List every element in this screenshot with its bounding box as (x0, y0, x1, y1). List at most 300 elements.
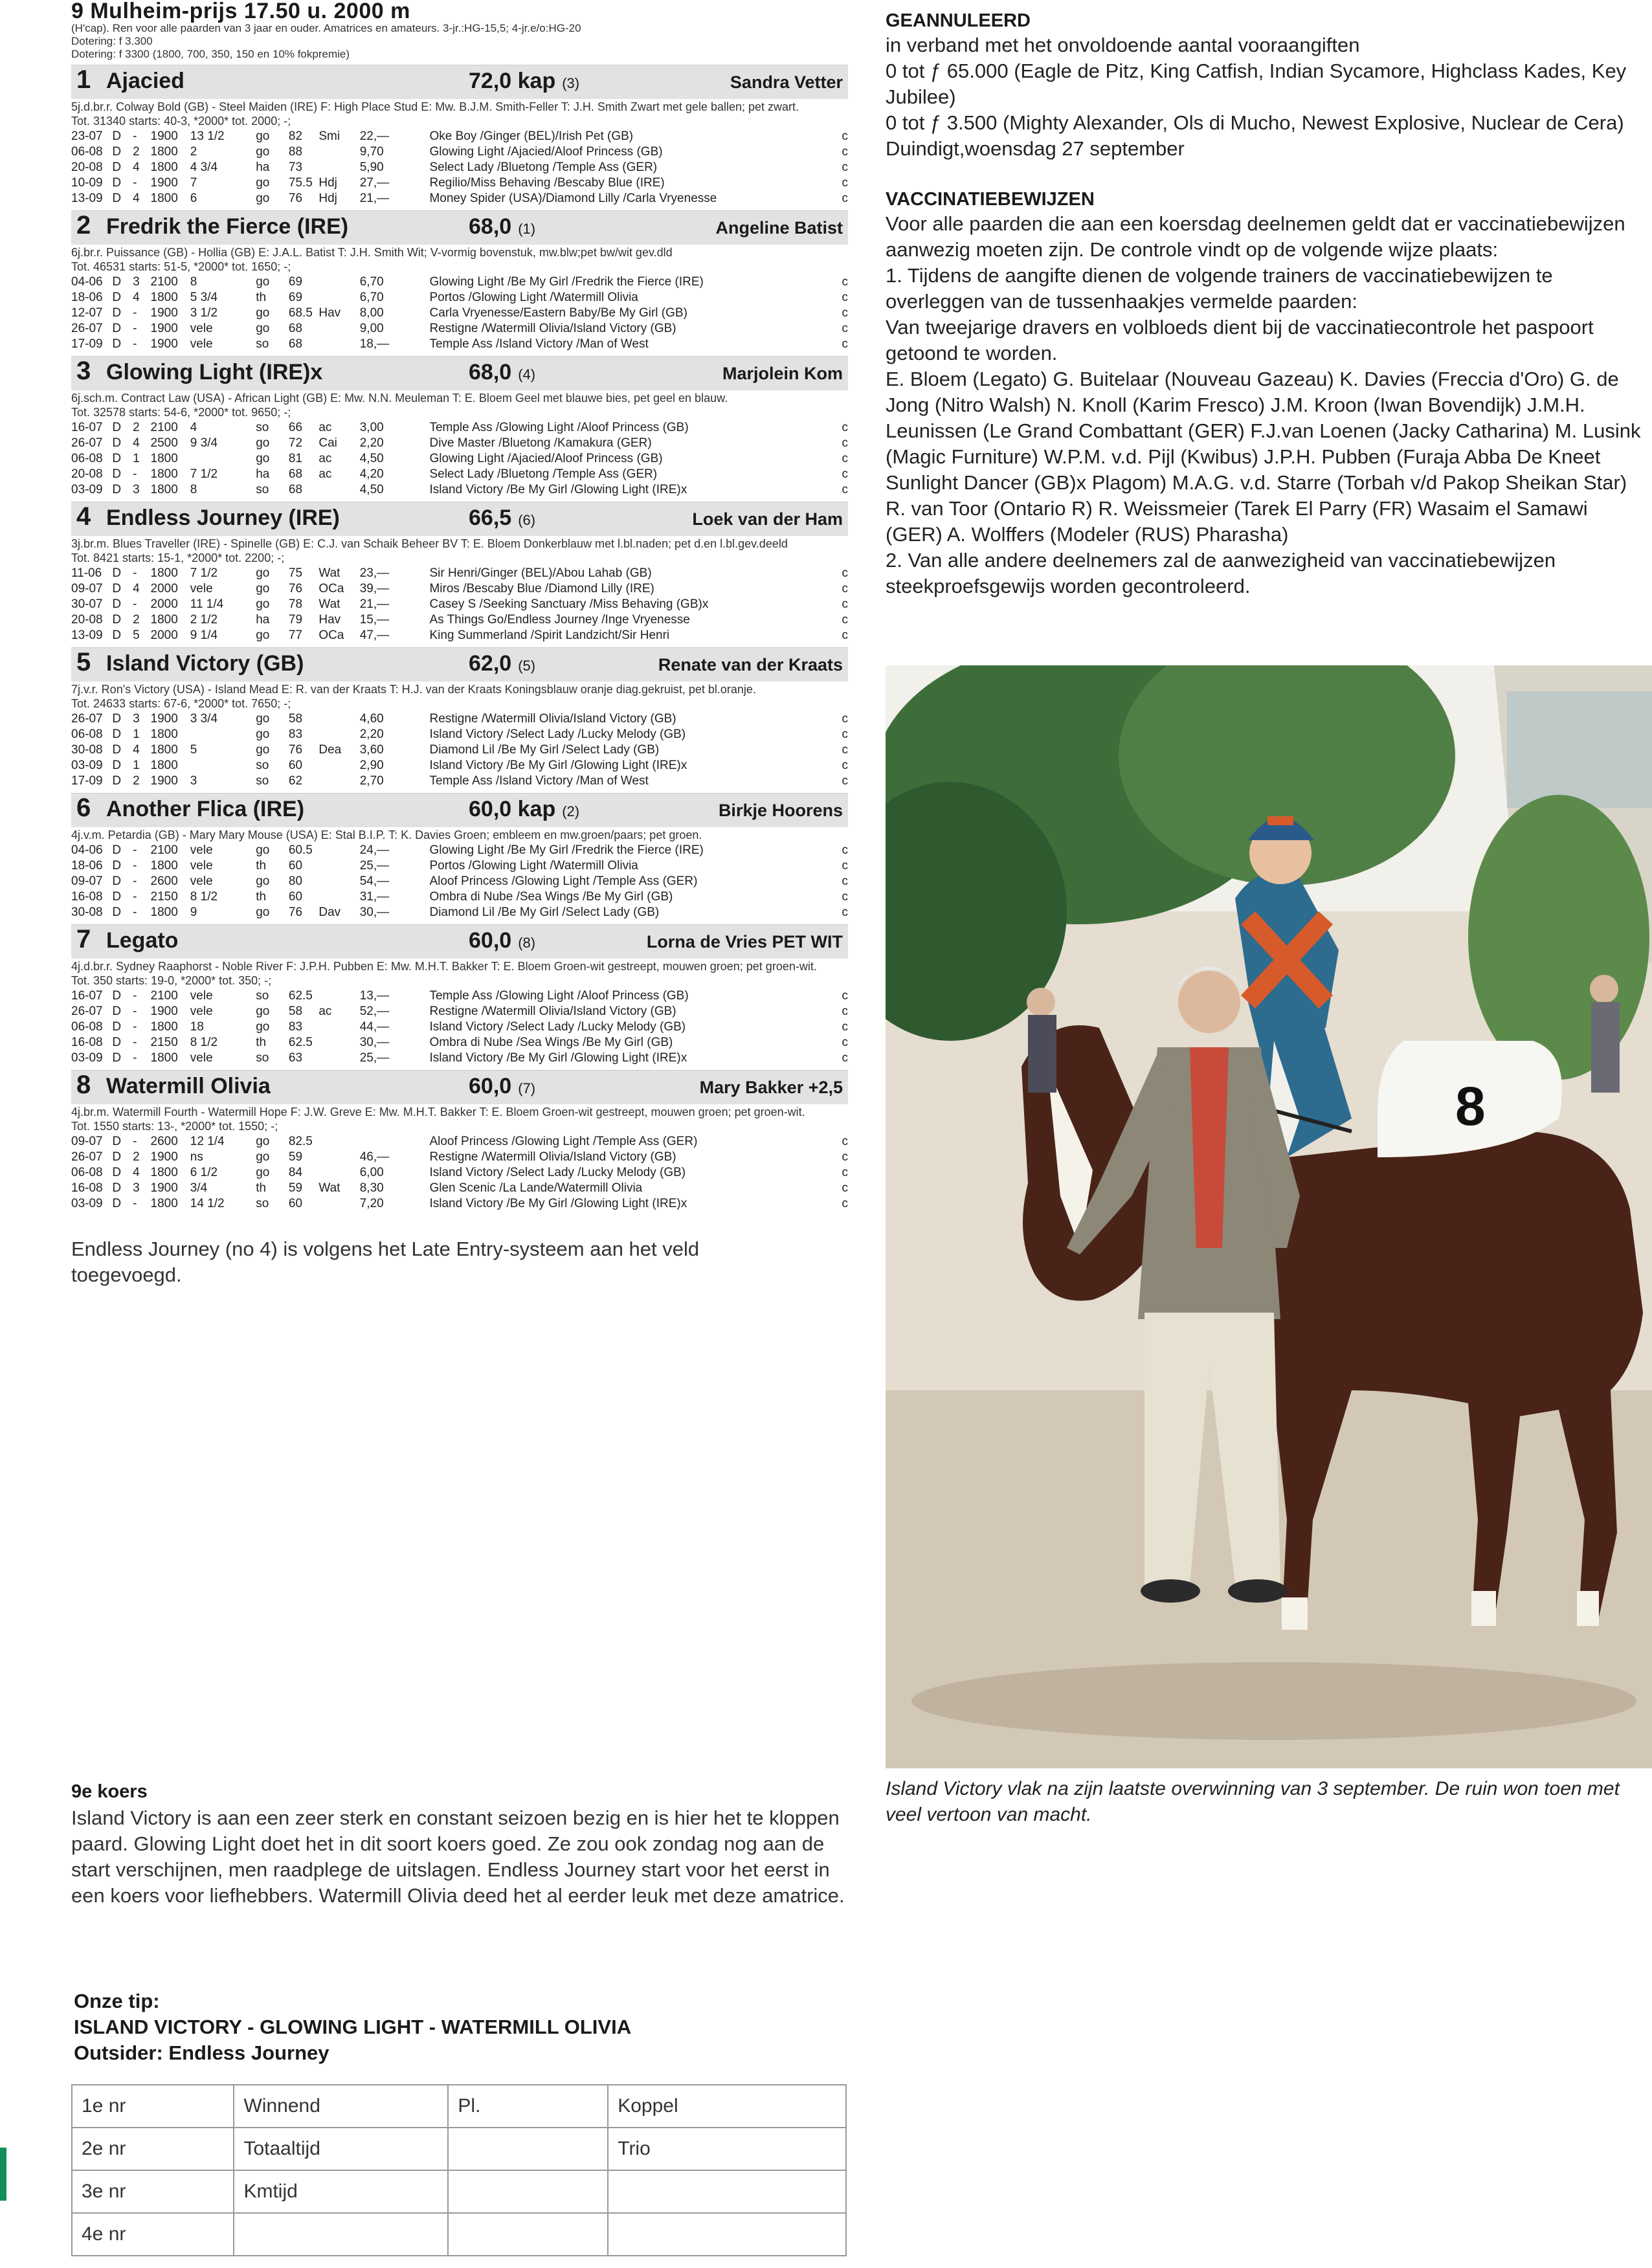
form-table (71, 566, 848, 643)
form-cell: 16-08 (71, 1181, 103, 1195)
draw: (1) (518, 221, 536, 237)
form-cell: 9 (190, 906, 197, 919)
form-cell: 47,— (359, 628, 390, 642)
form-cell: go (256, 1166, 270, 1179)
form-cell: 60 (288, 759, 303, 772)
form-cell: c (842, 759, 848, 772)
form-cell: 3 (133, 483, 140, 496)
form-cell: 13,— (359, 989, 390, 1003)
entry-8 (71, 1070, 848, 1212)
form-cell (318, 1196, 359, 1212)
draw: (6) (518, 512, 536, 528)
form-cell: Dive Master /Bluetong /Kamakura (GER) (429, 436, 652, 450)
rider-name: Mary Bakker +2,5 (699, 1078, 843, 1097)
form-cell: 06-08 (71, 1020, 103, 1034)
form-cell: c (842, 843, 848, 857)
grid-cell (234, 2213, 448, 2256)
form-cell: 2 (190, 145, 197, 159)
form-cell: c (842, 1197, 848, 1210)
form-cell: 63 (288, 1051, 303, 1065)
horse-name: Legato (106, 928, 179, 953)
form-cell: 80 (288, 874, 303, 888)
form-cell: 1800 (150, 743, 178, 757)
form-cell: 60.5 (288, 843, 313, 857)
form-cell: 06-08 (71, 452, 103, 465)
form-cell: c (842, 129, 848, 143)
form-cell: 83 (288, 1020, 303, 1034)
form-cell: Dav (318, 906, 341, 919)
form-cell: 21,— (359, 192, 390, 205)
form-cell: 69 (288, 275, 303, 289)
horse-stats: Tot. 31340 starts: 40-3, *2000* tot. 2000; -; (71, 115, 291, 128)
form-cell: 03-09 (71, 483, 103, 496)
entry-2 (71, 210, 848, 352)
form-cell: 06-08 (71, 145, 103, 159)
form-cell: 1800 (150, 291, 178, 304)
vaccinatie-p5: 2. Van alle andere deelnemers zal de aanwezigheid van vaccinatiebewijzen steekproefsgewijs worden gecontroleerd. (886, 549, 1556, 597)
form-cell: vele (190, 337, 213, 351)
form-cell: vele (190, 1005, 213, 1018)
form-cell: OCa (318, 582, 344, 595)
form-cell: 4 (133, 743, 140, 757)
form-cell: OCa (318, 628, 344, 642)
form-cell: 7 (190, 176, 197, 190)
form-cell: Ombra di Nube /Sea Wings /Be My Girl (GB) (429, 890, 673, 904)
draw: (3) (562, 75, 580, 91)
weight-draw (469, 928, 637, 953)
form-cell: vele (190, 874, 213, 888)
form-cell: c (842, 436, 848, 450)
form-cell: 6,00 (359, 1166, 384, 1179)
form-cell: 16-07 (71, 421, 103, 434)
tip-block (74, 1988, 851, 2066)
race-dotering-1: Dotering: f 3.300 (71, 35, 153, 47)
form-cell: c (842, 1150, 848, 1164)
race-title: 9 Mulheim-prijs 17.50 u. 2000 m (71, 0, 410, 23)
form-cell: th (256, 890, 267, 904)
late-entry-note: Endless Journey (no 4) is volgens het Late Entry-systeem aan het veld toegevoegd. (71, 1238, 700, 1286)
weight-draw (469, 1074, 637, 1099)
vaccinatie-p1: Voor alle paarden die aan een koersdag deelnemen geldt dat er vaccinatiebewijzen aanwezig moeten zijn. De controle vindt op de volgende wijze plaats: (886, 212, 1625, 261)
form-cell: D (112, 1020, 122, 1034)
form-cell (318, 1134, 359, 1150)
form-cell: 2,90 (359, 759, 384, 772)
form-cell: c (842, 275, 848, 289)
info-column (886, 9, 1649, 599)
entry-3 (71, 356, 848, 498)
form-cell: 09-07 (71, 874, 103, 888)
form-cell: c (842, 859, 848, 873)
form-row (71, 773, 848, 789)
form-cell: - (133, 890, 137, 904)
form-row (71, 874, 848, 889)
horse-info: 4j.br.m. Watermill Fourth - Watermill Hope F: J.W. Greve E: Mw. M.H.T. Bakker T: E. Bloem Groen-wit gestreept, mouwen groen; pet groen-wit. (71, 1106, 805, 1118)
form-row (71, 191, 848, 206)
form-row (71, 160, 848, 175)
form-cell: 2500 (150, 436, 178, 450)
form-cell: - (133, 1005, 137, 1018)
form-cell: 59 (288, 1181, 303, 1195)
form-row (71, 451, 848, 467)
form-cell: 4 (133, 161, 140, 174)
form-cell: 68 (288, 337, 303, 351)
form-cell: 7 1/2 (190, 467, 218, 481)
form-cell: D (112, 436, 122, 450)
form-cell: go (256, 728, 270, 741)
form-cell: - (133, 1135, 137, 1148)
form-cell: D (112, 192, 122, 205)
form-cell: Glowing Light /Ajacied/Aloof Princess (GB) (429, 452, 663, 465)
form-row (71, 858, 848, 874)
form-cell: c (842, 1020, 848, 1034)
form-cell: 81 (288, 452, 303, 465)
form-table (71, 843, 848, 920)
form-cell: 1900 (150, 1005, 178, 1018)
form-cell: D (112, 906, 122, 919)
horse-name: Watermill Olivia (106, 1074, 271, 1098)
form-row (71, 1150, 848, 1165)
form-cell: 4,50 (359, 483, 384, 496)
form-cell: D (112, 1005, 122, 1018)
horse-name: Glowing Light (IRE)x (106, 360, 323, 384)
form-row (71, 1196, 848, 1212)
form-cell: 09-07 (71, 1135, 103, 1148)
form-cell: 1900 (150, 774, 178, 788)
form-cell: 4,20 (359, 467, 384, 481)
form-cell: 14 1/2 (190, 1197, 225, 1210)
form-cell: - (133, 337, 137, 351)
form-cell: 52,— (359, 1005, 390, 1018)
form-cell: 1800 (150, 483, 178, 496)
horse-info: 5j.d.br.r. Colway Bold (GB) - Steel Maiden (IRE) F: High Place Stud E: Mw. B.J.M. Smith-Feller T: J.H. Smith Zwart met gele ballen; pet zwart. (71, 100, 799, 113)
form-cell: 1 (133, 728, 140, 741)
form-cell: go (256, 566, 270, 580)
form-cell: 4 3/4 (190, 161, 218, 174)
weight: 68,0 (469, 360, 512, 384)
grid-cell: 3e nr (72, 2170, 234, 2213)
form-table (71, 274, 848, 352)
entry-number: 1 (76, 65, 91, 94)
form-cell: 12-07 (71, 306, 103, 320)
weight-draw (469, 69, 637, 94)
form-cell: 60 (288, 1197, 303, 1210)
form-cell: Aloof Princess /Glowing Light /Temple Ass (GER) (429, 1135, 698, 1148)
horse-info: 4j.v.m. Petardia (GB) - Mary Mary Mouse (USA) E: Stal B.I.P. T: K. Davies Groen; embleem en mw.groen/paars; pet groen. (71, 828, 702, 841)
form-cell (190, 451, 256, 467)
weight: 60,0 kap (469, 797, 556, 821)
race-conditions: (H'cap). Ren voor alle paarden van 3 jaar en ouder. Amatrices en amateurs. 3-jr.:HG-15,5; 4-jr.e/o:HG-20 (71, 22, 581, 34)
number-cloth: 8 (1455, 1076, 1486, 1137)
form-cell: - (133, 176, 137, 190)
grid-row (72, 2170, 846, 2213)
form-cell: 1800 (150, 728, 178, 741)
form-cell: D (112, 628, 122, 642)
form-cell: ha (256, 613, 270, 627)
geannuleerd-line-4: Duindigt,woensdag 27 september (886, 137, 1185, 160)
form-cell: D (112, 161, 122, 174)
form-cell: 1900 (150, 1150, 178, 1164)
form-row (71, 1134, 848, 1150)
form-cell: 13-09 (71, 628, 103, 642)
form-row (71, 628, 848, 643)
horse-info: 7j.v.r. Ron's Victory (USA) - Island Mead E: R. van der Kraats T: H.J. van der Kraats Koningsblauw oranje diag.gekruist, pet bl.oranje. (71, 683, 756, 696)
form-cell: D (112, 759, 122, 772)
form-cell: Dea (318, 743, 342, 757)
form-cell: 84 (288, 1166, 303, 1179)
margin-marker (0, 2148, 6, 2201)
form-cell: Regilio/Miss Behaving /Bescaby Blue (IRE) (429, 176, 665, 190)
form-cell: 4 (133, 192, 140, 205)
form-cell: 13-09 (71, 192, 103, 205)
form-cell: 2000 (150, 582, 178, 595)
form-cell: c (842, 1135, 848, 1148)
form-cell: th (256, 1036, 267, 1049)
form-cell (318, 858, 359, 874)
form-cell: go (256, 1020, 270, 1034)
form-cell: 23-07 (71, 129, 103, 143)
horse-name: Ajacied (106, 69, 184, 93)
grid-cell (448, 2170, 608, 2213)
form-cell: c (842, 890, 848, 904)
form-cell: 1900 (150, 306, 178, 320)
form-row (71, 612, 848, 628)
form-cell: Restigne /Watermill Olivia/Island Victory (GB) (429, 1005, 676, 1018)
form-cell: 9 1/4 (190, 628, 218, 642)
form-cell: th (256, 1181, 267, 1195)
draw: (5) (518, 658, 536, 674)
form-cell: go (256, 176, 270, 190)
form-cell: 2 (133, 774, 140, 788)
form-cell: 30-08 (71, 743, 103, 757)
form-cell: go (256, 129, 270, 143)
form-cell: 9,70 (359, 145, 384, 159)
form-cell: Smi (318, 129, 340, 143)
rider-name: Angeline Batist (715, 218, 843, 238)
entry-bar (71, 793, 848, 827)
form-cell: 1900 (150, 176, 178, 190)
form-cell: 12 1/4 (190, 1135, 225, 1148)
draw: (7) (518, 1080, 536, 1096)
horse-stats: Tot. 8421 starts: 15-1, *2000* tot. 2200; -; (71, 551, 285, 564)
grid-row (72, 2213, 846, 2256)
form-cell: 6 1/2 (190, 1166, 218, 1179)
form-cell: Hav (318, 613, 341, 627)
form-row (71, 274, 848, 290)
photo-caption: Island Victory vlak na zijn laatste overwinning van 3 september. De ruin won toen met veel vertoon van macht. (886, 1778, 1620, 1825)
form-cell: c (842, 452, 848, 465)
form-cell (318, 773, 359, 789)
horse-name: Fredrik the Fierce (IRE) (106, 214, 349, 239)
form-cell: c (842, 743, 848, 757)
form-cell: D (112, 306, 122, 320)
form-cell (318, 274, 359, 290)
form-cell: c (842, 582, 848, 595)
form-cell: - (133, 1197, 137, 1210)
form-cell: so (256, 337, 269, 351)
form-cell: c (842, 145, 848, 159)
form-row (71, 290, 848, 306)
horse-name: Endless Journey (IRE) (106, 506, 340, 530)
form-cell: 3 (190, 774, 197, 788)
form-cell: 8,00 (359, 306, 384, 320)
form-cell: 03-09 (71, 759, 103, 772)
form-cell: c (842, 1181, 848, 1195)
form-cell: 30,— (359, 906, 390, 919)
form-cell (318, 1165, 359, 1181)
race-dotering-2: Dotering: f 3300 (1800, 700, 350, 150 en 10% fokpremie) (71, 48, 350, 60)
form-cell: vele (190, 843, 213, 857)
form-cell: As Things Go/Endless Journey /Inge Vryenesse (429, 613, 690, 627)
form-cell: 24,— (359, 843, 390, 857)
form-cell: Portos /Glowing Light /Watermill Olivia (429, 859, 638, 873)
form-cell: 54,— (359, 874, 390, 888)
form-cell: - (133, 1036, 137, 1049)
form-cell: c (842, 597, 848, 611)
form-cell: D (112, 483, 122, 496)
grid-cell: Totaaltijd (234, 2128, 448, 2170)
geannuleerd-heading: GEANNULEERD (886, 10, 1031, 31)
weight-draw (469, 506, 637, 531)
form-cell: 17-09 (71, 774, 103, 788)
form-cell: Restigne /Watermill Olivia/Island Victory (GB) (429, 322, 676, 335)
geannuleerd-line-1: in verband met het onvoldoende aantal vooraangiften (886, 34, 1360, 56)
horse-name: Another Flica (IRE) (106, 797, 305, 821)
form-cell: D (112, 1135, 122, 1148)
grid-cell: Kmtijd (234, 2170, 448, 2213)
form-cell: 16-08 (71, 1036, 103, 1049)
form-cell (318, 727, 359, 742)
vaccinatie-p2: 1. Tijdens de aangifte dienen de volgende trainers de vaccinatiebewijzen te overleggen van de tussenhaakjes vermelde paarden: (886, 264, 1553, 313)
form-cell: 4 (133, 1166, 140, 1179)
form-cell: ns (190, 1150, 203, 1164)
form-cell: Glowing Light /Ajacied/Aloof Princess (GB) (429, 145, 663, 159)
form-cell: 6,70 (359, 275, 384, 289)
weight: 68,0 (469, 214, 512, 239)
form-cell: 68 (288, 483, 303, 496)
horse-stats: Tot. 46531 starts: 51-5, *2000* tot. 1650; -; (71, 260, 291, 273)
form-cell: ac (318, 1005, 332, 1018)
grid-cell: 4e nr (72, 2213, 234, 2256)
form-cell: - (133, 129, 137, 143)
form-row (71, 711, 848, 727)
form-cell: D (112, 743, 122, 757)
form-cell: D (112, 712, 122, 726)
form-cell: 76 (288, 192, 303, 205)
form-cell: ac (318, 421, 332, 434)
form-cell: Select Lady /Bluetong /Temple Ass (GER) (429, 161, 658, 174)
form-cell: 26-07 (71, 712, 103, 726)
form-cell: 75.5 (288, 176, 313, 190)
entry-7 (71, 924, 848, 1066)
form-cell: D (112, 1181, 122, 1195)
form-cell: c (842, 1036, 848, 1049)
form-row (71, 581, 848, 597)
form-cell: 1800 (150, 145, 178, 159)
form-cell: 21,— (359, 597, 390, 611)
form-row (71, 889, 848, 905)
form-cell: Ombra di Nube /Sea Wings /Be My Girl (GB) (429, 1036, 673, 1049)
form-cell: so (256, 1051, 269, 1065)
form-cell: c (842, 613, 848, 627)
form-cell: 58 (288, 1005, 303, 1018)
form-cell: go (256, 1005, 270, 1018)
form-cell: Money Spider (USA)/Diamond Lilly /Carla Vryenesse (429, 192, 717, 205)
form-cell: 1900 (150, 337, 178, 351)
entry-number: 4 (76, 502, 91, 531)
form-cell: so (256, 421, 269, 434)
form-cell: 6,70 (359, 291, 384, 304)
form-cell: Glowing Light /Be My Girl /Fredrik the Fierce (IRE) (429, 275, 704, 289)
form-cell: 68 (288, 322, 303, 335)
form-cell: Island Victory /Be My Girl /Glowing Light (IRE)x (429, 1197, 687, 1210)
form-cell: 2100 (150, 275, 178, 289)
race-header (71, 0, 848, 61)
form-cell: 6 (190, 192, 197, 205)
entry-bar (71, 502, 848, 536)
form-cell: 76 (288, 906, 303, 919)
form-cell: 8,30 (359, 1181, 384, 1195)
form-cell: D (112, 728, 122, 741)
form-cell: Oke Boy /Ginger (BEL)/Irish Pet (GB) (429, 129, 634, 143)
form-cell: Hav (318, 306, 341, 320)
form-cell: 9 3/4 (190, 436, 218, 450)
form-cell: - (133, 467, 137, 481)
form-cell: 11-06 (71, 566, 102, 580)
form-cell (190, 758, 256, 773)
form-cell: c (842, 483, 848, 496)
form-cell: so (256, 774, 269, 788)
form-cell: 26-07 (71, 436, 103, 450)
form-cell: 2100 (150, 843, 178, 857)
form-cell: 1900 (150, 712, 178, 726)
form-cell: go (256, 712, 270, 726)
form-cell: 46,— (359, 1150, 390, 1164)
rider-name: Renate van der Kraats (658, 655, 843, 674)
form-cell: Restigne /Watermill Olivia/Island Victory (GB) (429, 1150, 676, 1164)
form-cell: 1900 (150, 129, 178, 143)
form-cell (318, 337, 359, 352)
form-cell: Island Victory /Select Lady /Lucky Melody (GB) (429, 728, 686, 741)
form-cell: 4,50 (359, 452, 384, 465)
form-cell: 72 (288, 436, 303, 450)
form-table (71, 129, 848, 206)
entry-5 (71, 647, 848, 789)
form-cell: 09-07 (71, 582, 103, 595)
form-cell: 7,20 (359, 1197, 384, 1210)
form-cell: so (256, 759, 269, 772)
form-cell: go (256, 843, 270, 857)
rider-name: Sandra Vetter (730, 72, 843, 92)
form-cell: go (256, 145, 270, 159)
form-cell: 58 (288, 712, 303, 726)
form-cell: 60 (288, 890, 303, 904)
form-cell: 18-06 (71, 859, 103, 873)
form-cell: D (112, 597, 122, 611)
form-cell: Carla Vryenesse/Eastern Baby/Be My Girl (GB) (429, 306, 687, 320)
form-cell: 1800 (150, 1020, 178, 1034)
weight: 62,0 (469, 651, 512, 676)
form-cell: c (842, 192, 848, 205)
form-cell: 82.5 (288, 1135, 313, 1148)
form-cell: 83 (288, 728, 303, 741)
entry-list (71, 65, 848, 1212)
racecard-column (71, 0, 848, 1288)
form-cell: 2600 (150, 1135, 178, 1148)
form-cell: 1800 (150, 467, 178, 481)
entry-bar (71, 210, 848, 245)
form-cell: 04-06 (71, 843, 103, 857)
entry-number: 8 (76, 1071, 91, 1099)
